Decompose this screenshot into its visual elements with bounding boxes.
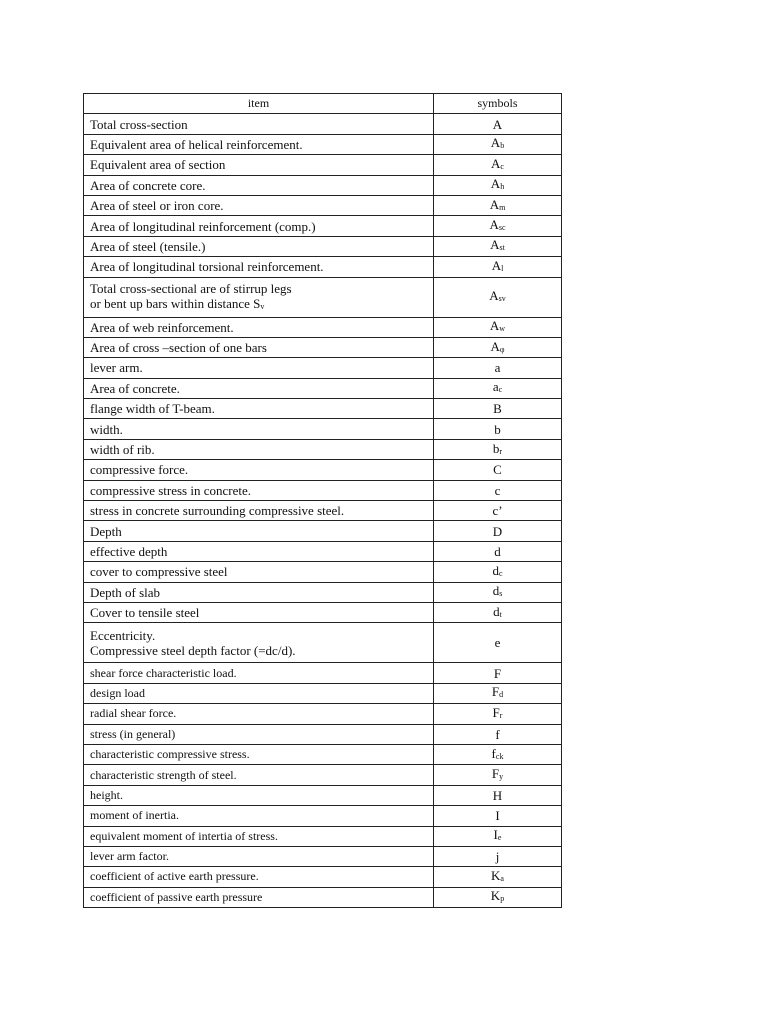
symbol-base: I xyxy=(493,827,498,843)
symbol-base: f xyxy=(495,726,500,742)
table-row xyxy=(84,378,562,398)
item-line xyxy=(90,643,427,658)
symbol-cell xyxy=(434,439,562,459)
table-row xyxy=(84,439,562,459)
symbol-base: c’ xyxy=(492,503,503,519)
table-row xyxy=(84,582,562,602)
item-cell: Equivalent area of section xyxy=(84,155,434,175)
symbol-cell xyxy=(434,460,562,480)
item-cell: Area of steel (tensile.) xyxy=(84,236,434,256)
table-row xyxy=(84,826,562,846)
symbol-base: b xyxy=(494,421,501,437)
symbol-base: c xyxy=(494,482,501,498)
symbol-cell xyxy=(434,114,562,134)
symbol-cell xyxy=(434,867,562,887)
item-cell: equivalent moment of intertia of stress. xyxy=(84,826,434,846)
item-cell: radial shear force. xyxy=(84,704,434,724)
symbol-cell xyxy=(434,358,562,378)
symbol-subscript: st xyxy=(499,243,505,253)
symbol-cell xyxy=(434,419,562,439)
symbol-base: j xyxy=(495,849,500,865)
symbol-cell xyxy=(434,155,562,175)
symbol-cell xyxy=(434,785,562,805)
symbol-subscript: h xyxy=(500,182,505,192)
item-line xyxy=(90,296,427,314)
item-cell: Depth xyxy=(84,521,434,541)
item-cell: coefficient of active earth pressure. xyxy=(84,867,434,887)
symbol-cell xyxy=(434,704,562,724)
symbol-cell xyxy=(434,277,562,317)
symbols-column-header: symbols xyxy=(434,94,562,114)
symbol-subscript: φ xyxy=(499,344,505,354)
symbol-cell xyxy=(434,501,562,521)
table-row xyxy=(84,541,562,561)
item-cell: moment of inertia. xyxy=(84,806,434,826)
table-row xyxy=(84,155,562,175)
symbol-base: d xyxy=(493,603,500,619)
symbol-base: A xyxy=(490,338,500,354)
symbol-base: e xyxy=(494,635,501,651)
table-row xyxy=(84,887,562,907)
table-row xyxy=(84,257,562,277)
item-column-header: item xyxy=(84,94,434,114)
item-cell xyxy=(84,623,434,663)
symbol-base: A xyxy=(489,288,499,304)
item-cell: flange width of T-beam. xyxy=(84,399,434,419)
symbol-subscript: a xyxy=(500,873,504,883)
symbol-cell xyxy=(434,623,562,663)
symbol-cell xyxy=(434,134,562,154)
symbol-subscript: t xyxy=(499,609,502,619)
item-cell: Area of concrete. xyxy=(84,378,434,398)
item-cell: Depth of slab xyxy=(84,582,434,602)
table-row xyxy=(84,419,562,439)
symbol-base: B xyxy=(493,401,502,417)
item-cell: Area of concrete core. xyxy=(84,175,434,195)
symbol-base: A xyxy=(490,176,501,192)
symbol-base: F xyxy=(493,665,502,681)
symbol-base: b xyxy=(492,440,500,456)
table-row xyxy=(84,806,562,826)
symbol-cell xyxy=(434,337,562,357)
item-cell: Area of steel or iron core. xyxy=(84,195,434,215)
symbol-subscript: w xyxy=(499,324,506,334)
symbol-cell xyxy=(434,846,562,866)
symbol-cell xyxy=(434,602,562,622)
item-cell: Cover to tensile steel xyxy=(84,602,434,622)
item-cell: Area of longitudinal torsional reinforcement. xyxy=(84,257,434,277)
symbol-subscript: d xyxy=(499,690,504,700)
table-row xyxy=(84,501,562,521)
table-row xyxy=(84,846,562,866)
symbol-subscript: ck xyxy=(495,751,504,761)
symbol-base: D xyxy=(492,523,503,539)
symbol-subscript: r xyxy=(499,710,503,720)
table-row xyxy=(84,724,562,744)
item-cell: width of rib. xyxy=(84,439,434,459)
table-row xyxy=(84,114,562,134)
symbol-base: I xyxy=(495,808,500,824)
table-row xyxy=(84,765,562,785)
table-row xyxy=(84,602,562,622)
symbol-base: A xyxy=(490,135,501,151)
table-row xyxy=(84,521,562,541)
table-row xyxy=(84,867,562,887)
table-row xyxy=(84,358,562,378)
table-body xyxy=(84,114,562,908)
symbol-cell xyxy=(434,683,562,703)
item-cell xyxy=(84,277,434,317)
symbol-base: F xyxy=(491,684,500,700)
symbol-subscript: p xyxy=(500,894,505,904)
symbol-subscript: c xyxy=(498,568,503,578)
item-cell: effective depth xyxy=(84,541,434,561)
table-row xyxy=(84,277,562,317)
table-row xyxy=(84,175,562,195)
symbol-subscript: r xyxy=(499,446,503,456)
item-cell: cover to compressive steel xyxy=(84,562,434,582)
table-row xyxy=(84,317,562,337)
symbol-subscript: sc xyxy=(498,223,506,233)
symbol-base: d xyxy=(492,562,499,578)
item-cell: characteristic strength of steel. xyxy=(84,765,434,785)
symbol-cell xyxy=(434,317,562,337)
symbol-cell xyxy=(434,378,562,398)
item-line xyxy=(90,628,427,643)
symbol-cell xyxy=(434,826,562,846)
symbol-base: A xyxy=(492,116,503,132)
table-row xyxy=(84,683,562,703)
item-cell: Total cross-section xyxy=(84,114,434,134)
item-cell: coefficient of passive earth pressure xyxy=(84,887,434,907)
item-cell: stress (in general) xyxy=(84,724,434,744)
symbol-cell xyxy=(434,806,562,826)
symbol-base: C xyxy=(493,462,502,478)
symbol-subscript: y xyxy=(499,772,504,782)
symbol-cell xyxy=(434,744,562,764)
symbol-cell xyxy=(434,582,562,602)
symbol-base: F xyxy=(492,704,500,720)
item-cell: lever arm factor. xyxy=(84,846,434,866)
symbol-base: K xyxy=(491,867,501,883)
symbol-base: H xyxy=(492,787,503,803)
symbol-base: A xyxy=(491,257,502,273)
item-cell: stress in concrete surrounding compressive steel. xyxy=(84,501,434,521)
item-cell: Area of web reinforcement. xyxy=(84,317,434,337)
item-cell: lever arm. xyxy=(84,358,434,378)
table-row xyxy=(84,134,562,154)
table-row xyxy=(84,744,562,764)
symbol-cell xyxy=(434,887,562,907)
table-row xyxy=(84,236,562,256)
item-cell: compressive stress in concrete. xyxy=(84,480,434,500)
symbol-subscript: s xyxy=(499,589,503,599)
symbol-base: f xyxy=(491,745,496,761)
table-row xyxy=(84,337,562,357)
symbol-base: A xyxy=(490,237,500,253)
symbol-cell xyxy=(434,195,562,215)
symbol-cell xyxy=(434,521,562,541)
symbol-base: d xyxy=(494,544,501,559)
item-cell: compressive force. xyxy=(84,460,434,480)
symbol-base: a xyxy=(494,360,501,376)
symbol-base: d xyxy=(492,583,500,599)
item-cell: shear force characteristic load. xyxy=(84,663,434,683)
symbol-subscript: c xyxy=(498,385,503,395)
symbol-subscript: e xyxy=(497,833,502,843)
symbol-base: A xyxy=(489,217,499,233)
table-row xyxy=(84,704,562,724)
symbol-base: A xyxy=(489,318,500,334)
symbol-cell xyxy=(434,216,562,236)
item-line-text: or bent up bars within distance S xyxy=(90,295,261,311)
item-cell: width. xyxy=(84,419,434,439)
symbols-table xyxy=(83,93,562,908)
item-cell: Area of cross –section of one bars xyxy=(84,337,434,357)
item-cell: height. xyxy=(84,785,434,805)
table-row xyxy=(84,623,562,663)
table-row xyxy=(84,195,562,215)
item-subscript: v xyxy=(260,301,265,311)
symbol-base: a xyxy=(492,379,499,395)
item-line-text: Eccentricity. xyxy=(90,627,156,643)
item-cell: Equivalent area of helical reinforcement. xyxy=(84,134,434,154)
symbol-cell xyxy=(434,724,562,744)
symbol-cell xyxy=(434,663,562,683)
table-row xyxy=(84,460,562,480)
item-line-text: Compressive steel depth factor (=dc/d). xyxy=(90,642,296,658)
table-header-row xyxy=(84,94,562,114)
symbol-base: A xyxy=(489,196,500,212)
symbol-subscript: l xyxy=(501,263,504,273)
item-line-text: Total cross-sectional are of stirrup legs xyxy=(90,280,292,296)
item-cell: characteristic compressive stress. xyxy=(84,744,434,764)
symbol-subscript: b xyxy=(500,141,505,151)
table-row xyxy=(84,480,562,500)
symbol-base: A xyxy=(491,155,501,171)
symbol-base: F xyxy=(491,766,500,782)
symbol-cell xyxy=(434,480,562,500)
symbol-cell xyxy=(434,765,562,785)
symbol-subscript: m xyxy=(499,202,506,212)
table-row xyxy=(84,562,562,582)
symbol-subscript: sv xyxy=(498,294,506,304)
symbol-cell xyxy=(434,175,562,195)
table-row xyxy=(84,399,562,419)
table-row xyxy=(84,216,562,236)
symbol-cell xyxy=(434,257,562,277)
symbol-cell xyxy=(434,562,562,582)
symbol-subscript: c xyxy=(500,161,504,171)
table-row xyxy=(84,663,562,683)
symbol-cell xyxy=(434,236,562,256)
symbol-cell xyxy=(434,541,562,561)
table-row xyxy=(84,785,562,805)
item-cell: design load xyxy=(84,683,434,703)
item-line xyxy=(90,281,427,296)
symbol-base: K xyxy=(490,888,501,904)
item-cell: Area of longitudinal reinforcement (comp.) xyxy=(84,216,434,236)
symbol-cell xyxy=(434,399,562,419)
